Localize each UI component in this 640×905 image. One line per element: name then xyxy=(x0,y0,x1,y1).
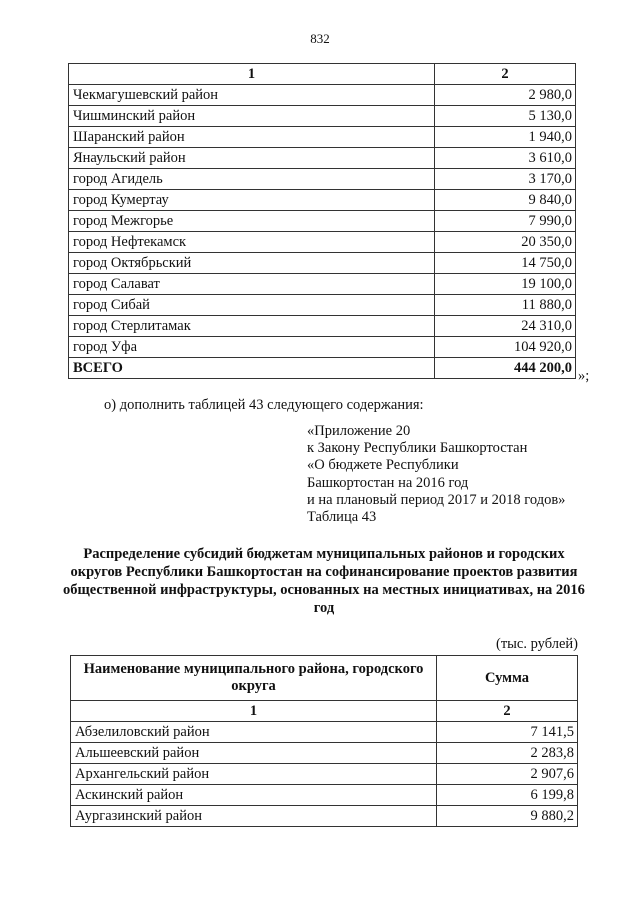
row-value: 7 990,0 xyxy=(435,211,576,232)
table-row xyxy=(69,85,576,106)
table-title: Распределение субсидий бюджетам муниципальных районов и городских округов Республики Башкортостан на софинансирование проектов развития общественной инфраструктуры, основанных на местных инициативах, на 2016 год xyxy=(63,546,585,616)
row-name: город Салават xyxy=(69,274,435,295)
row-name: город Межгорье xyxy=(69,211,435,232)
row-name: город Сибай xyxy=(69,295,435,316)
table-row xyxy=(71,785,578,806)
row-value: 1 940,0 xyxy=(435,127,576,148)
row-value: 9 880,2 xyxy=(437,806,578,827)
table-numbering-row xyxy=(71,701,578,722)
table-row xyxy=(69,106,576,127)
row-value: 19 100,0 xyxy=(435,274,576,295)
subsidy-table-continued xyxy=(68,63,576,379)
row-name: город Агидель xyxy=(69,169,435,190)
row-name: Аургазинский район xyxy=(71,806,437,827)
amendment-paragraph: о) дополнить таблицей 43 следующего содержания: xyxy=(104,397,424,413)
appendix-line: к Закону Республики Башкортостан xyxy=(307,440,528,457)
row-value: 2 907,6 xyxy=(437,764,578,785)
row-value: 24 310,0 xyxy=(435,316,576,337)
column-header-sum: Сумма xyxy=(437,656,578,701)
table-row xyxy=(69,232,576,253)
row-value: 5 130,0 xyxy=(435,106,576,127)
row-name: город Уфа xyxy=(69,337,435,358)
table-row xyxy=(69,148,576,169)
total-value: 444 200,0 xyxy=(435,358,576,379)
table-header-row xyxy=(69,64,576,85)
row-name: Чишминский район xyxy=(69,106,435,127)
row-value: 104 920,0 xyxy=(435,337,576,358)
row-name: город Нефтекамск xyxy=(69,232,435,253)
table-row xyxy=(71,806,578,827)
row-name: Абзелиловский район xyxy=(71,722,437,743)
appendix-line: и на плановый период 2017 и 2018 годов» xyxy=(307,491,566,508)
column-number: 2 xyxy=(437,701,578,722)
appendix-line: Башкортостан на 2016 год xyxy=(307,474,469,491)
row-value: 7 141,5 xyxy=(437,722,578,743)
row-name: Шаранский район xyxy=(69,127,435,148)
row-value: 14 750,0 xyxy=(435,253,576,274)
row-name: Альшеевский район xyxy=(71,743,437,764)
row-value: 2 283,8 xyxy=(437,743,578,764)
row-name: город Стерлитамак xyxy=(69,316,435,337)
appendix-line: «Приложение 20 xyxy=(307,423,411,439)
column-number: 2 xyxy=(435,64,576,85)
table-row xyxy=(69,295,576,316)
row-value: 9 840,0 xyxy=(435,190,576,211)
row-value: 2 980,0 xyxy=(435,85,576,106)
table-row xyxy=(71,722,578,743)
table-row xyxy=(69,337,576,358)
table-row xyxy=(69,127,576,148)
row-name: город Кумертау xyxy=(69,190,435,211)
row-name: Янаульский район xyxy=(69,148,435,169)
total-row xyxy=(69,358,576,379)
row-name: город Октябрьский xyxy=(69,253,435,274)
table-row xyxy=(71,743,578,764)
table-row xyxy=(71,764,578,785)
row-value: 20 350,0 xyxy=(435,232,576,253)
total-label: ВСЕГО xyxy=(69,358,435,379)
row-name: Архангельский район xyxy=(71,764,437,785)
column-header-name: Наименование муниципального района, городского округа xyxy=(71,656,437,701)
page-number: 832 xyxy=(310,31,330,46)
appendix-heading xyxy=(307,423,565,526)
table-row xyxy=(69,253,576,274)
table-row xyxy=(69,211,576,232)
row-value: 3 610,0 xyxy=(435,148,576,169)
subsidy-table-43 xyxy=(70,655,578,827)
row-value: 11 880,0 xyxy=(435,295,576,316)
table-row xyxy=(69,274,576,295)
closing-quote-mark: »; xyxy=(578,368,590,384)
appendix-line: «О бюджете Республики xyxy=(307,457,459,474)
table-row xyxy=(69,190,576,211)
column-number: 1 xyxy=(69,64,435,85)
table-header-row xyxy=(71,656,578,701)
units-label: (тыс. рублей) xyxy=(496,636,578,652)
row-name: Аскинский район xyxy=(71,785,437,806)
row-name: Чекмагушевский район xyxy=(69,85,435,106)
row-value: 6 199,8 xyxy=(437,785,578,806)
table-row xyxy=(69,316,576,337)
row-value: 3 170,0 xyxy=(435,169,576,190)
appendix-line: Таблица 43 xyxy=(307,509,377,526)
column-number: 1 xyxy=(71,701,437,722)
table-row xyxy=(69,169,576,190)
